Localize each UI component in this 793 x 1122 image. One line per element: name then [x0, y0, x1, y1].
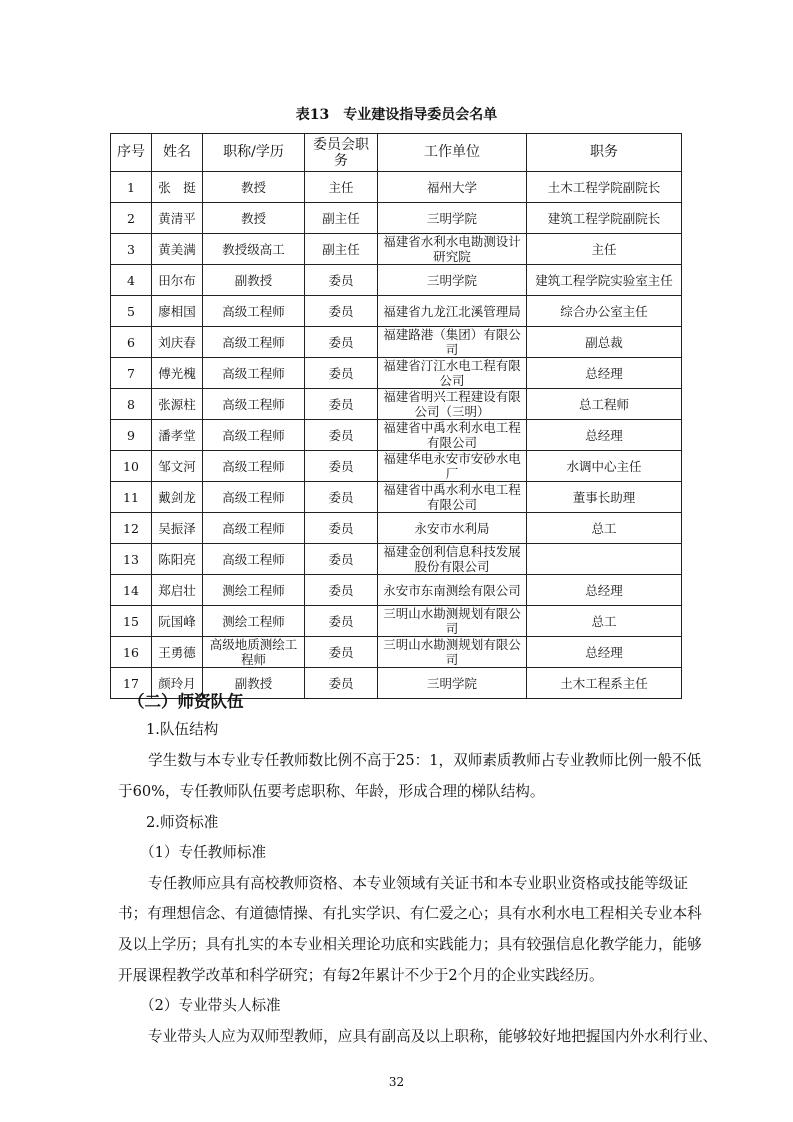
table-cell: 水调中心主任	[527, 451, 682, 482]
table-row	[111, 575, 682, 606]
table-cell: 委员	[305, 296, 378, 327]
section-heading: （二）师资队伍	[128, 692, 244, 711]
table-cell: 张源柱	[152, 389, 203, 420]
table-cell: 5	[111, 296, 152, 327]
table-cell: 建筑工程学院实验室主任	[527, 265, 682, 296]
table-cell: 11	[111, 482, 152, 513]
page-number: 32	[388, 1075, 405, 1089]
table-cell: 福建省九龙江北溪管理局	[378, 296, 527, 327]
table-row	[111, 296, 682, 327]
table-cell: 永安市水利局	[378, 513, 527, 544]
table-cell: 陈阳亮	[152, 544, 203, 575]
table-cell: 总工程师	[527, 389, 682, 420]
table-cell: 综合办公室主任	[527, 296, 682, 327]
table-cell: 总工	[527, 513, 682, 544]
table-cell: 17	[111, 668, 152, 699]
table-cell: 4	[111, 265, 152, 296]
table-cell: 委员	[305, 637, 378, 668]
table-cell: 高级工程师	[203, 327, 305, 358]
table-cell: 副主任	[305, 234, 378, 265]
table-cell: 12	[111, 513, 152, 544]
table-cell: 8	[111, 389, 152, 420]
table-row	[111, 203, 682, 234]
table-cell: 高级工程师	[203, 296, 305, 327]
table-cell: 委员	[305, 451, 378, 482]
table-cell: 董事长助理	[527, 482, 682, 513]
table-cell: 9	[111, 420, 152, 451]
table-cell: 三明山水勘测规划有限公司	[378, 606, 527, 637]
table-cell: 测绘工程师	[203, 575, 305, 606]
table-cell: 主任	[305, 172, 378, 203]
table-cell: 永安市东南测绘有限公司	[378, 575, 527, 606]
table-cell: 教授	[203, 172, 305, 203]
table-cell: 副总裁	[527, 327, 682, 358]
table-cell: 委员	[305, 358, 378, 389]
table-cell: 郑启壮	[152, 575, 203, 606]
column-header: 职称/学历	[203, 134, 305, 172]
table-row	[111, 265, 682, 296]
table-cell: 委员	[305, 420, 378, 451]
table-cell: 7	[111, 358, 152, 389]
table-cell: 福州大学	[378, 172, 527, 203]
table-cell: 委员	[305, 389, 378, 420]
table-cell: 三明学院	[378, 668, 527, 699]
table-cell: 3	[111, 234, 152, 265]
table-cell: 副教授	[203, 265, 305, 296]
table-cell: 教授级高工	[203, 234, 305, 265]
table-row	[111, 544, 682, 575]
paragraph-line: 学生数与本专业专任教师数比例不高于25：1，双师素质教师占专业教师比例一般不低	[148, 752, 702, 769]
table-cell: 福建金创利信息科技发展股份有限公司	[378, 544, 527, 575]
table-cell: 委员	[305, 513, 378, 544]
table-cell: 委员	[305, 606, 378, 637]
table-cell: 王勇德	[152, 637, 203, 668]
table-row	[111, 451, 682, 482]
table-cell: 总经理	[527, 420, 682, 451]
table-row	[111, 234, 682, 265]
table-row	[111, 637, 682, 668]
table-cell: 三明学院	[378, 265, 527, 296]
table-cell: 委员	[305, 668, 378, 699]
table-cell: 总经理	[527, 637, 682, 668]
table-cell: 福建路港（集团）有限公司	[378, 327, 527, 358]
table-cell: 福建省中禹水利水电工程有限公司	[378, 482, 527, 513]
table-cell: 委员	[305, 327, 378, 358]
table-row	[111, 513, 682, 544]
table-cell: 高级工程师	[203, 544, 305, 575]
table-cell: 13	[111, 544, 152, 575]
table-cell	[527, 544, 682, 575]
table-row	[111, 482, 682, 513]
column-header: 委员会职务	[305, 134, 378, 172]
paragraph-line: 于60%，专任教师队伍要考虑职称、年龄，形成合理的梯队结构。	[118, 783, 545, 800]
table-header-row	[111, 134, 682, 172]
table-cell: 委员	[305, 575, 378, 606]
table-cell: 三明山水勘测规划有限公司	[378, 637, 527, 668]
table-cell: 张 挺	[152, 172, 203, 203]
table-cell: 高级工程师	[203, 451, 305, 482]
table-cell: 戴剑龙	[152, 482, 203, 513]
column-header: 序号	[111, 134, 152, 172]
table-cell: 廖相国	[152, 296, 203, 327]
table-cell: 福建省中禹水利水电工程有限公司	[378, 420, 527, 451]
table-row	[111, 172, 682, 203]
table-cell: 高级工程师	[203, 513, 305, 544]
table-row	[111, 420, 682, 451]
table-cell: 高级工程师	[203, 420, 305, 451]
committee-table	[110, 133, 682, 699]
table-cell: 建筑工程学院副院长	[527, 203, 682, 234]
table-cell: 福建省水利水电勘测设计研究院	[378, 234, 527, 265]
table-cell: 高级工程师	[203, 389, 305, 420]
table-cell: 田尔布	[152, 265, 203, 296]
table-cell: 2	[111, 203, 152, 234]
paragraph-line: 专任教师应具有高校教师资格、本专业领域有关证书和本专业职业资格或技能等级证	[148, 875, 688, 892]
table-cell: 土木工程学院副院长	[527, 172, 682, 203]
table-cell: 10	[111, 451, 152, 482]
table-row	[111, 358, 682, 389]
table-cell: 高级工程师	[203, 358, 305, 389]
table-cell: 黄清平	[152, 203, 203, 234]
table-cell: 黄美满	[152, 234, 203, 265]
column-header: 工作单位	[378, 134, 527, 172]
table-cell: 副主任	[305, 203, 378, 234]
table-cell: 15	[111, 606, 152, 637]
table-cell: 测绘工程师	[203, 606, 305, 637]
table-cell: 1	[111, 172, 152, 203]
table-cell: 委员	[305, 544, 378, 575]
table-cell: 总工	[527, 606, 682, 637]
table-cell: 三明学院	[378, 203, 527, 234]
table-cell: 副教授	[203, 668, 305, 699]
table-cell: 吴振泽	[152, 513, 203, 544]
table-cell: 傅光槐	[152, 358, 203, 389]
table-cell: 福建省汀江水电工程有限公司	[378, 358, 527, 389]
table-row	[111, 327, 682, 358]
table-cell: 总经理	[527, 358, 682, 389]
table-title: 表13 专业建设指导委员会名单	[295, 107, 498, 123]
table-cell: 教授	[203, 203, 305, 234]
subheading-program-leader: （2）专业带头人标准	[140, 997, 281, 1014]
table-cell: 邹文河	[152, 451, 203, 482]
subheading-teacher-standards: 2.师资标准	[146, 814, 219, 831]
table-cell: 委员	[305, 265, 378, 296]
table-cell: 高级工程师	[203, 482, 305, 513]
table-cell: 刘庆春	[152, 327, 203, 358]
table-cell: 潘孝堂	[152, 420, 203, 451]
table-cell: 总经理	[527, 575, 682, 606]
table-cell: 主任	[527, 234, 682, 265]
table-cell: 16	[111, 637, 152, 668]
table-row	[111, 389, 682, 420]
paragraph-line: 书；有理想信念、有道德情操、有扎实学识、有仁爱之心；具有水利水电工程相关专业本科	[118, 905, 702, 922]
column-header: 姓名	[152, 134, 203, 172]
table-cell: 福建省明兴工程建设有限公司（三明）	[378, 389, 527, 420]
table-cell: 高级地质测绘工程师	[203, 637, 305, 668]
paragraph-line: 及以上学历；具有扎实的本专业相关理论功底和实践能力；具有较强信息化教学能力，能够	[118, 936, 702, 953]
column-header: 职务	[527, 134, 682, 172]
table-cell: 6	[111, 327, 152, 358]
table-cell: 委员	[305, 482, 378, 513]
table-cell: 颜玲月	[152, 668, 203, 699]
table-cell: 14	[111, 575, 152, 606]
subheading-fulltime-teacher: （1）专任教师标准	[140, 844, 267, 861]
paragraph-line: 开展课程教学改革和科学研究；有每2年累计不少于2个月的企业实践经历。	[118, 967, 604, 984]
table-row	[111, 606, 682, 637]
subheading-team-structure: 1.队伍结构	[146, 721, 219, 738]
table-cell: 土木工程系主任	[527, 668, 682, 699]
table-cell: 福建华电永安市安砂水电厂	[378, 451, 527, 482]
table-cell: 阮国峰	[152, 606, 203, 637]
paragraph-line: 专业带头人应为双师型教师，应具有副高及以上职称，能够较好地把握国内外水利行业、	[148, 1028, 718, 1045]
